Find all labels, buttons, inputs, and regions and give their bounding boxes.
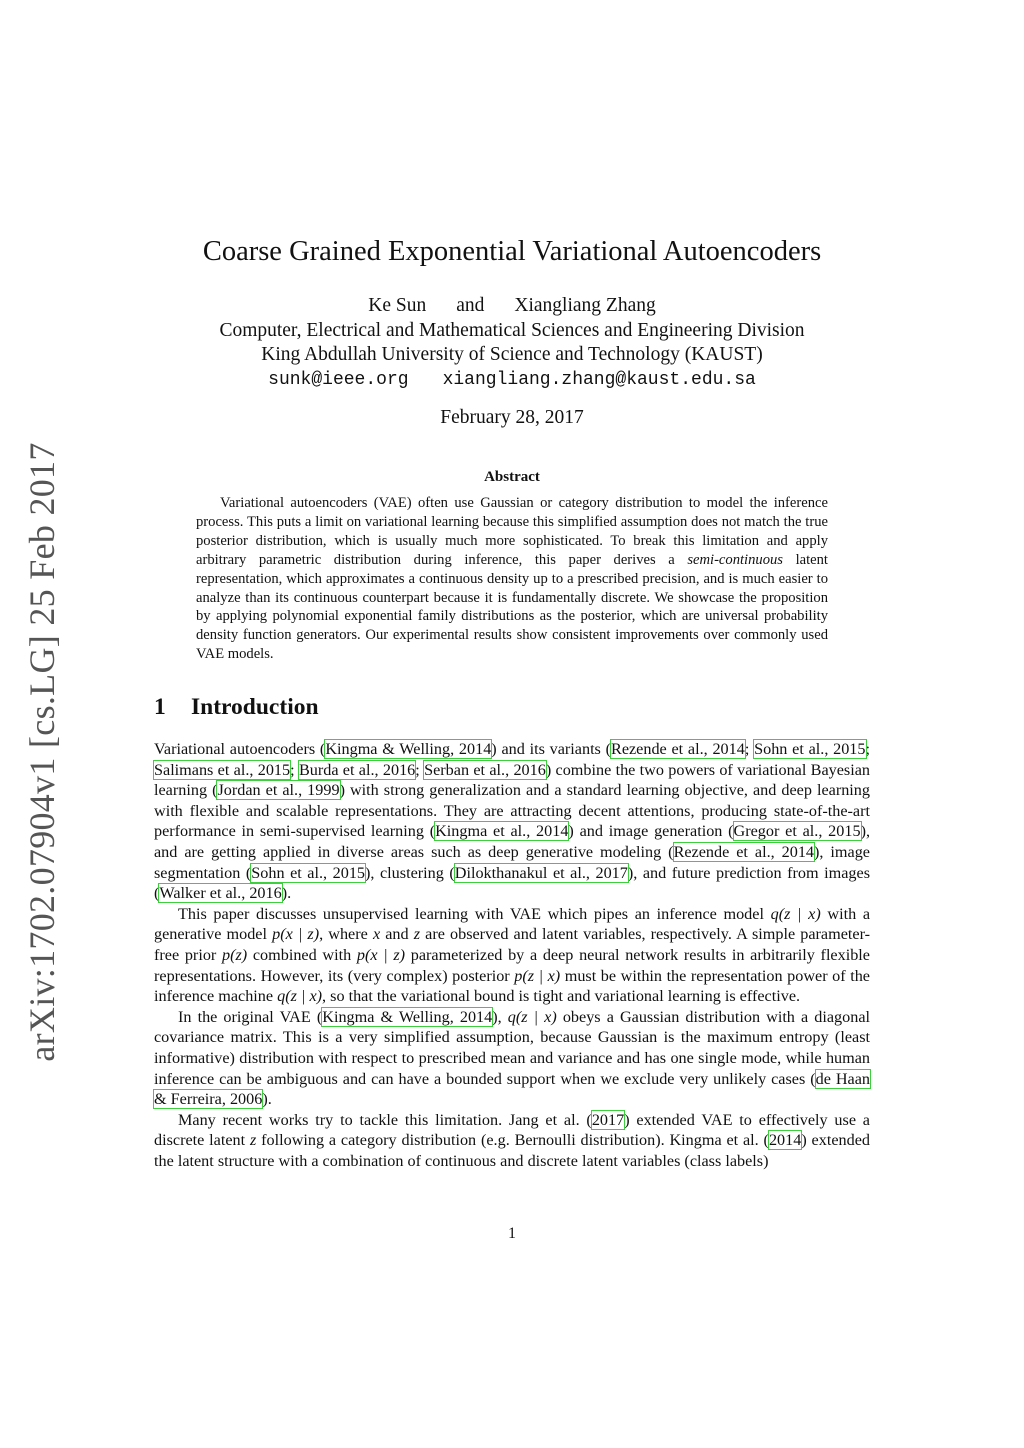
text: ), image segmentation ( xyxy=(154,842,870,882)
text: ) and image generation ( xyxy=(568,822,734,841)
citation-link[interactable]: Kingma & Welling, 2014 xyxy=(322,1007,493,1026)
abstract-text: latent representation, which approximates a continuous density up to a prescribed precision, and is much easier to analyze than its continuous counterpart because it is fundamentally discrete. We showcase the proposition by applying polynomial exponential family distributions as the posterior, which are universal probability density function generators. Our experimental results show consistent improvements over commonly used VAE models. xyxy=(196,551,828,663)
citation-link[interactable]: Rezende et al., 2014 xyxy=(611,740,745,758)
arxiv-identifier-stamp: arXiv:1702.07904v1 [cs.LG] 25 Feb 2017 xyxy=(22,442,62,1062)
section-heading-introduction xyxy=(154,694,319,721)
math-expression: p(x | z) xyxy=(272,925,320,944)
text: ) combine the two powers of variational Bayesian learning ( xyxy=(154,760,870,800)
author-conjunction: and xyxy=(456,295,485,316)
text: are observed and latent variables, respectively. A simple parameter-free prior xyxy=(154,925,871,964)
text: must be within the representation power of the inference machine xyxy=(154,966,870,1006)
text: ), clustering ( xyxy=(365,863,455,882)
math-expression: q(z | x) xyxy=(507,1007,557,1026)
paper-date: February 28, 2017 xyxy=(440,407,584,428)
text: Variational autoencoders ( xyxy=(154,740,326,758)
abstract-paragraph xyxy=(196,494,828,664)
text: ; xyxy=(415,760,425,779)
citation-link[interactable]: Gregor et al., 2015 xyxy=(733,822,861,841)
text: parameterized by a deep neural network results in arbitrarily flexible representations. However, its (very complex) posterior xyxy=(154,945,870,985)
abstract-body xyxy=(196,494,828,664)
paper-title: Coarse Grained Exponential Variational Autoencoders xyxy=(202,236,822,267)
text: ) with strong generalization and a standard learning objective, and deep learning with flexible and scalable representations. They are attracting decent attentions, producing state-of-the-art performance in semi-supervised learning ( xyxy=(154,781,870,841)
math-expression: p(x | z) xyxy=(356,945,406,964)
citation-link[interactable]: de Haan & Ferreira, 2006 xyxy=(154,1069,870,1109)
math-expression: p(z) xyxy=(222,945,248,964)
author-emails xyxy=(0,368,1024,393)
intro-paragraph-3 xyxy=(154,1007,870,1110)
intro-paragraph-1 xyxy=(154,739,870,904)
text: and xyxy=(380,925,414,944)
math-expression: p(z | x) xyxy=(514,966,561,985)
citation-link[interactable]: 2017 xyxy=(591,1110,625,1129)
math-expression: x xyxy=(372,925,381,944)
citation-link[interactable]: Jordan et al., 1999 xyxy=(217,781,340,800)
author-2: Xiangliang Zhang xyxy=(514,295,656,316)
text: ) and its variants ( xyxy=(491,740,612,758)
affiliation-division: Computer, Electrical and Mathematical Sciences and Engineering Division xyxy=(219,319,805,341)
citation-link[interactable]: Sohn et al., 2015 xyxy=(754,740,866,758)
abstract-text: Variational autoencoders (VAE) often use Gaussian or category distribution to model the inference process. This puts a limit on variational learning because this simplified assumption does not match the true posterior distribution, which is usually much more sophisticated. To break this limitation and apply arbitrary parametric distribution during inference, this paper derives a xyxy=(196,495,828,568)
text: ), and are getting applied in diverse areas such as deep generative modeling ( xyxy=(154,822,870,861)
text: obeys a Gaussian distribution with a diagonal covariance matrix. This is a very simplified assumption, because Gaussian is the maximum entropy (least informative) distribution with respect to prescribed mean and variance and has one single mode, while human inference can be ambiguous and can have a bounded support when we exclude very unlikely cases ( xyxy=(154,1007,871,1088)
intro-paragraph-4 xyxy=(154,1110,870,1172)
citation-link[interactable]: Kingma & Welling, 2014 xyxy=(325,740,492,758)
introduction-body xyxy=(154,739,870,1171)
citation-link[interactable]: Salimans et al., 2015 xyxy=(154,760,291,779)
citation-link[interactable]: Serban et al., 2016 xyxy=(424,760,546,779)
math-expression: z xyxy=(413,925,421,944)
text: ; xyxy=(865,740,870,758)
text: This paper discusses unsupervised learning with VAE which pipes an inference model xyxy=(178,904,771,923)
math-expression: q(z | x) xyxy=(277,987,323,1006)
text: ), xyxy=(492,1007,508,1026)
author-block xyxy=(0,294,1024,392)
text: , where xyxy=(319,925,373,944)
section-number: 1 xyxy=(154,694,166,720)
abstract-heading: Abstract xyxy=(484,469,540,485)
section-title: Introduction xyxy=(191,694,319,720)
citation-link[interactable]: Burda et al., 2016 xyxy=(298,760,416,779)
text: , so that the variational bound is tight and variational learning is effective. xyxy=(322,987,801,1006)
text: ), and future prediction from images ( xyxy=(154,863,871,903)
text: ). xyxy=(262,1090,272,1109)
text: Many recent works try to tackle this limitation. Jang et al. ( xyxy=(178,1110,592,1129)
math-expression: z xyxy=(249,1131,257,1150)
citation-link[interactable]: Rezende et al., 2014 xyxy=(673,842,815,861)
citation-link[interactable]: Walker et al., 2016 xyxy=(159,884,282,903)
text: ; xyxy=(290,760,299,779)
intro-paragraph-2 xyxy=(154,904,870,1007)
citation-link[interactable]: Kingma et al., 2014 xyxy=(435,822,569,841)
author-1: Ke Sun xyxy=(368,295,427,316)
text: ; xyxy=(744,740,755,758)
email-2[interactable]: xiangliang.zhang@kaust.edu.sa xyxy=(442,369,756,390)
text: with a generative model xyxy=(154,904,871,944)
citation-link[interactable]: 2014 xyxy=(768,1131,802,1150)
citation-link[interactable]: Sohn et al., 2015 xyxy=(251,863,366,882)
text: ) extended VAE to effectively use a discrete latent xyxy=(154,1110,870,1150)
text: ) extended the latent structure with a combination of continuous and discrete latent variables (class labels) xyxy=(154,1131,870,1170)
text: following a category distribution (e.g. Bernoulli distribution). Kingma et al. ( xyxy=(256,1131,769,1150)
abstract-emphasis: semi-continuous xyxy=(687,551,783,568)
email-1[interactable]: sunk@ieee.org xyxy=(268,369,409,390)
text: combined with xyxy=(247,945,357,964)
citation-link[interactable]: Dilokthanakul et al., 2017 xyxy=(454,863,628,882)
text: ). xyxy=(281,884,292,903)
text: In the original VAE ( xyxy=(178,1007,323,1026)
author-names xyxy=(0,294,1024,319)
page-number: 1 xyxy=(508,1225,516,1242)
affiliation-university: King Abdullah University of Science and Technology (KAUST) xyxy=(261,344,763,365)
math-expression: q(z | x) xyxy=(770,904,821,923)
